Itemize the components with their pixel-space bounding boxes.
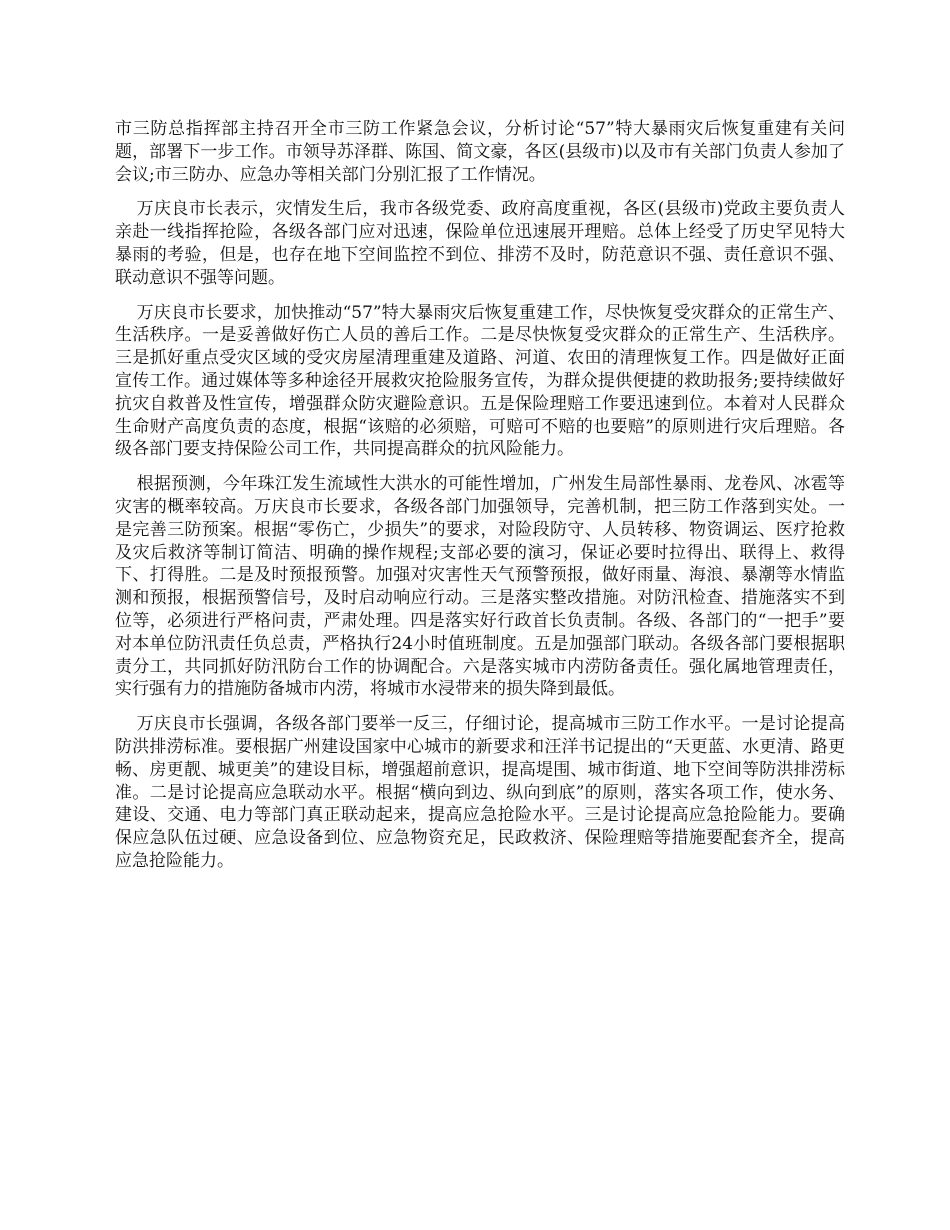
document-body bbox=[115, 118, 845, 885]
paragraph-flood-forecast: 根据预测，今年珠江发生流域性大洪水的可能性增加，广州发生局部性暴雨、龙卷风、冰雹等灾害的概率较高。万庆良市长要求，各级各部门加强领导，完善机制，把三防工作落到实处。一是完善三防预案。根据“零伤亡，少损失”的要求，对险段防守、人员转移、物资调运、医疗抢救及灾后救济等制订简洁、明确的操作规程;支部必要的演习，保证必要时拉得出、联得上、救得下、打得胜。二是及时预报预警。加强对灾害性天气预警预报，做好雨量、海浪、暴潮等水情监测和预报，根据预警信号，及时启动响应行动。三是落实整改措施。对防汛检查、措施落实不到位等，必须进行严格问责，严肃处理。四是落实好行政首长负责制。各级、各部门的“一把手”要对本单位防汛责任负总责，严格执行24小时值班制度。五是加强部门联动。各级各部门要根据职责分工，共同抓好防汛防台工作的协调配合。六是落实城市内涝防备责任。强化属地管理责任，实行强有力的措施防备城市内涝，将城市水浸带来的损失降到最低。 bbox=[115, 474, 845, 700]
paragraph-mayor-statement: 万庆良市长表示，灾情发生后，我市各级党委、政府高度重视，各区(县级市)党政主要负责人亲赴一线指挥抢险，各级各部门应对迅速，保险单位迅速展开理赔。总体上经受了历史罕见特大暴雨的考验，但是，也存在地下空间监控不到位、排涝不及时，防范意识不强、责任意识不强、联动意识不强等问题。 bbox=[115, 199, 845, 288]
paragraph-mayor-emphasis: 万庆良市长强调，各级各部门要举一反三，仔细讨论，提高城市三防工作水平。一是讨论提高防洪排涝标准。要根据广州建设国家中心城市的新要求和汪洋书记提出的“天更蓝、水更清、路更畅、房更靓、城更美”的建设目标，增强超前意识，提高堤围、城市街道、地下空间等防洪排涝标准。二是讨论提高应急联动水平。根据“横向到边、纵向到底”的原则，落实各项工作，使水务、建设、交通、电力等部门真正联动起来，提高应急抢险水平。三是讨论提高应急抢险能力。要确保应急队伍过硬、应急设备到位、应急物资充足，民政救济、保险理赔等措施要配套齐全，提高应急抢险能力。 bbox=[115, 714, 845, 871]
paragraph-recovery-requirements: 万庆良市长要求，加快推动“57”特大暴雨灾后恢复重建工作，尽快恢复受灾群众的正常生产、生活秩序。一是妥善做好伤亡人员的善后工作。二是尽快恢复受灾群众的正常生产、生活秩序。三是抓好重点受灾区域的受灾房屋清理重建及道路、河道、农田的清理恢复工作。四是做好正面宣传工作。通过媒体等多种途径开展救灾抢险服务宣传，为群众提供便捷的救助报务;要持续做好抗灾自救普及性宣传，增强群众防灾避险意识。五是保险理赔工作要迅速到位。本着对人民群众生命财产高度负责的态度，根据“该赔的必须赔，可赔可不赔的也要赔”的原则进行灾后理赔。各级各部门要支持保险公司工作，共同提高群众的抗风险能力。 bbox=[115, 302, 845, 460]
paragraph-meeting-summary: 市三防总指挥部主持召开全市三防工作紧急会议，分析讨论“57”特大暴雨灾后恢复重建有关问题，部署下一步工作。市领导苏泽群、陈国、简文豪，各区(县级市)以及市有关部门负责人参加了会议;市三防办、应急办等相关部门分别汇报了工作情况。 bbox=[115, 119, 845, 185]
